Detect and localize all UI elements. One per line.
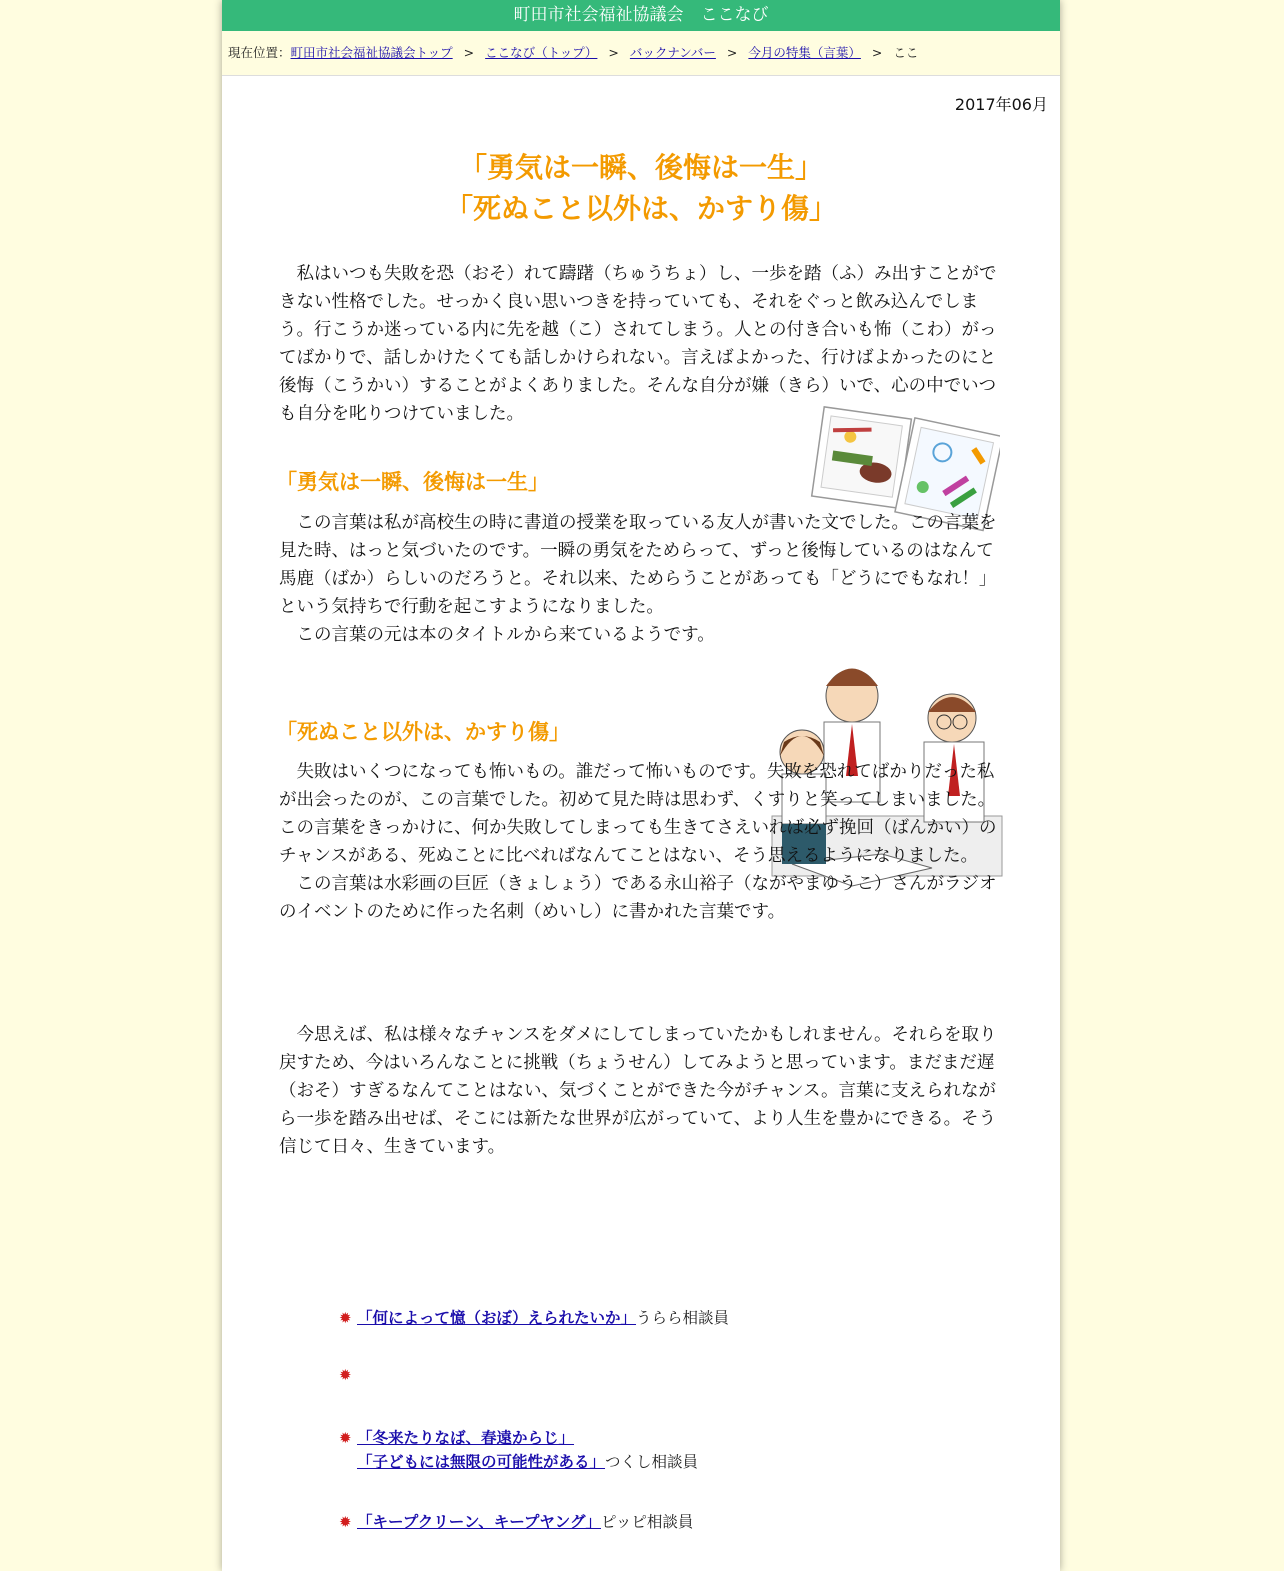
breadcrumb-separator: > xyxy=(463,45,475,60)
section2-paragraph1: 失敗はいくつになっても怖いもの。誰だって怖いものです。失敗を恐れてばかりだった私が出会ったのが、この言葉でした。初めて見た時は思わず、くすりと笑ってしまいました。この言葉をきっかけに、何か失敗してしまっても生きてさえいれば必ず挽回（ばんかい）のチャンスがある、死ぬことに比べればなんてことはない、そう思えるようになりました。 xyxy=(279,762,997,866)
breadcrumb-label: 現在位置： xyxy=(228,45,291,60)
related-link[interactable]: 「キープクリーン、キープヤング」 xyxy=(357,1513,601,1531)
breadcrumb-separator: > xyxy=(726,45,738,60)
section1-paragraph2: この言葉の元は本のタイトルから来ているようです。 xyxy=(296,625,715,645)
site-header: 町田市社会福祉協議会 ここなび xyxy=(222,0,1060,31)
closing-paragraph xyxy=(279,1021,999,1161)
section2-body xyxy=(279,758,999,926)
maple-leaf-icon: ✹ xyxy=(339,1309,352,1327)
section1-heading: 「勇気は一瞬、後悔は一生」 xyxy=(276,470,549,494)
article-title-line1: 「勇気は一瞬、後悔は一生」 xyxy=(458,151,823,184)
related-link[interactable]: 「子どもには無限の可能性がある」 xyxy=(357,1453,606,1471)
page-container xyxy=(222,0,1060,1571)
list-item xyxy=(339,1366,357,1384)
maple-leaf-icon: ✹ xyxy=(339,1513,352,1531)
breadcrumb-link-kokonavi[interactable]: ここなび（トップ） xyxy=(485,45,598,60)
breadcrumb xyxy=(222,31,1060,76)
breadcrumb-link-top[interactable]: 町田市社会福祉協議会トップ xyxy=(290,45,453,60)
related-author: うらら相談員 xyxy=(636,1309,730,1327)
related-author: ピッピ相談員 xyxy=(600,1513,694,1531)
breadcrumb-link-backnumber[interactable]: バックナンバー xyxy=(629,45,716,60)
section2-paragraph2: この言葉は水彩画の巨匠（きょしょう）である永山裕子（ながやまゆうこ）さんがラジオのイベントのために作った名刺（めいし）に書かれた言葉です。 xyxy=(279,874,997,922)
maple-leaf-icon: ✹ xyxy=(339,1366,352,1384)
breadcrumb-link-feature[interactable]: 今月の特集（言葉） xyxy=(748,45,861,60)
list-item xyxy=(357,1450,698,1472)
list-item xyxy=(339,1426,574,1448)
intro-paragraph xyxy=(279,260,999,428)
list-item xyxy=(339,1510,693,1532)
section1-body xyxy=(279,509,999,649)
list-item xyxy=(339,1306,729,1328)
issue-date: 2017年06月 xyxy=(954,95,1048,114)
maple-leaf-icon: ✹ xyxy=(339,1429,352,1447)
article-title-line2: 「死ぬこと以外は、かすり傷」 xyxy=(444,192,837,225)
section1-paragraph1: この言葉は私が高校生の時に書道の授業を取っている友人が書いた文でした。この言葉を見た時、はっと気づいたのです。一瞬の勇気をためらって、ずっと後悔しているのはなんて馬鹿（ばか）らしいのだろうと。それ以来、ためらうことがあっても「どうにでもなれ！」という気持ちで行動を起こすようになりました。 xyxy=(279,513,997,617)
related-link[interactable]: 「冬来たりなば、春遠からじ」 xyxy=(357,1429,575,1447)
article-title xyxy=(222,147,1060,229)
breadcrumb-current: ここ xyxy=(893,45,919,60)
section2-heading: 「死ぬこと以外は、かすり傷」 xyxy=(276,720,570,744)
breadcrumb-separator: > xyxy=(871,45,883,60)
intro-text: 私はいつも失敗を恐（おそ）れて躊躇（ちゅうちょ）し、一歩を踏（ふ）み出すことができない性格でした。せっかく良い思いつきを持っていても、それをぐっと飲み込んでしまう。行こうか迷っている内に先を越（こ）されてしまう。人との付き合いも怖（こわ）がってばかりで、話しかけたくても話しかけられない。言えばよかった、行けばよかったのにと後悔（こうかい）することがよくありました。そんな自分が嫌（きら）いで、心の中でいつも自分を叱りつけていました。 xyxy=(279,264,997,424)
related-author: つくし相談員 xyxy=(605,1453,699,1471)
related-link[interactable]: 「何によって憶（おぼ）えられたいか」 xyxy=(357,1309,637,1327)
breadcrumb-separator: > xyxy=(608,45,619,60)
closing-text: 今思えば、私は様々なチャンスをダメにしてしまっていたかもしれません。それらを取り戻すため、今はいろんなことに挑戦（ちょうせん）してみようと思っています。まだまだ遅（おそ）すぎるなんてことはない、気づくことができた今がチャンス。言葉に支えられながら一歩を踏み出せば、そこには新たな世界が広がっていて、より人生を豊かにできる。そう信じて日々、生きています。 xyxy=(279,1025,997,1157)
